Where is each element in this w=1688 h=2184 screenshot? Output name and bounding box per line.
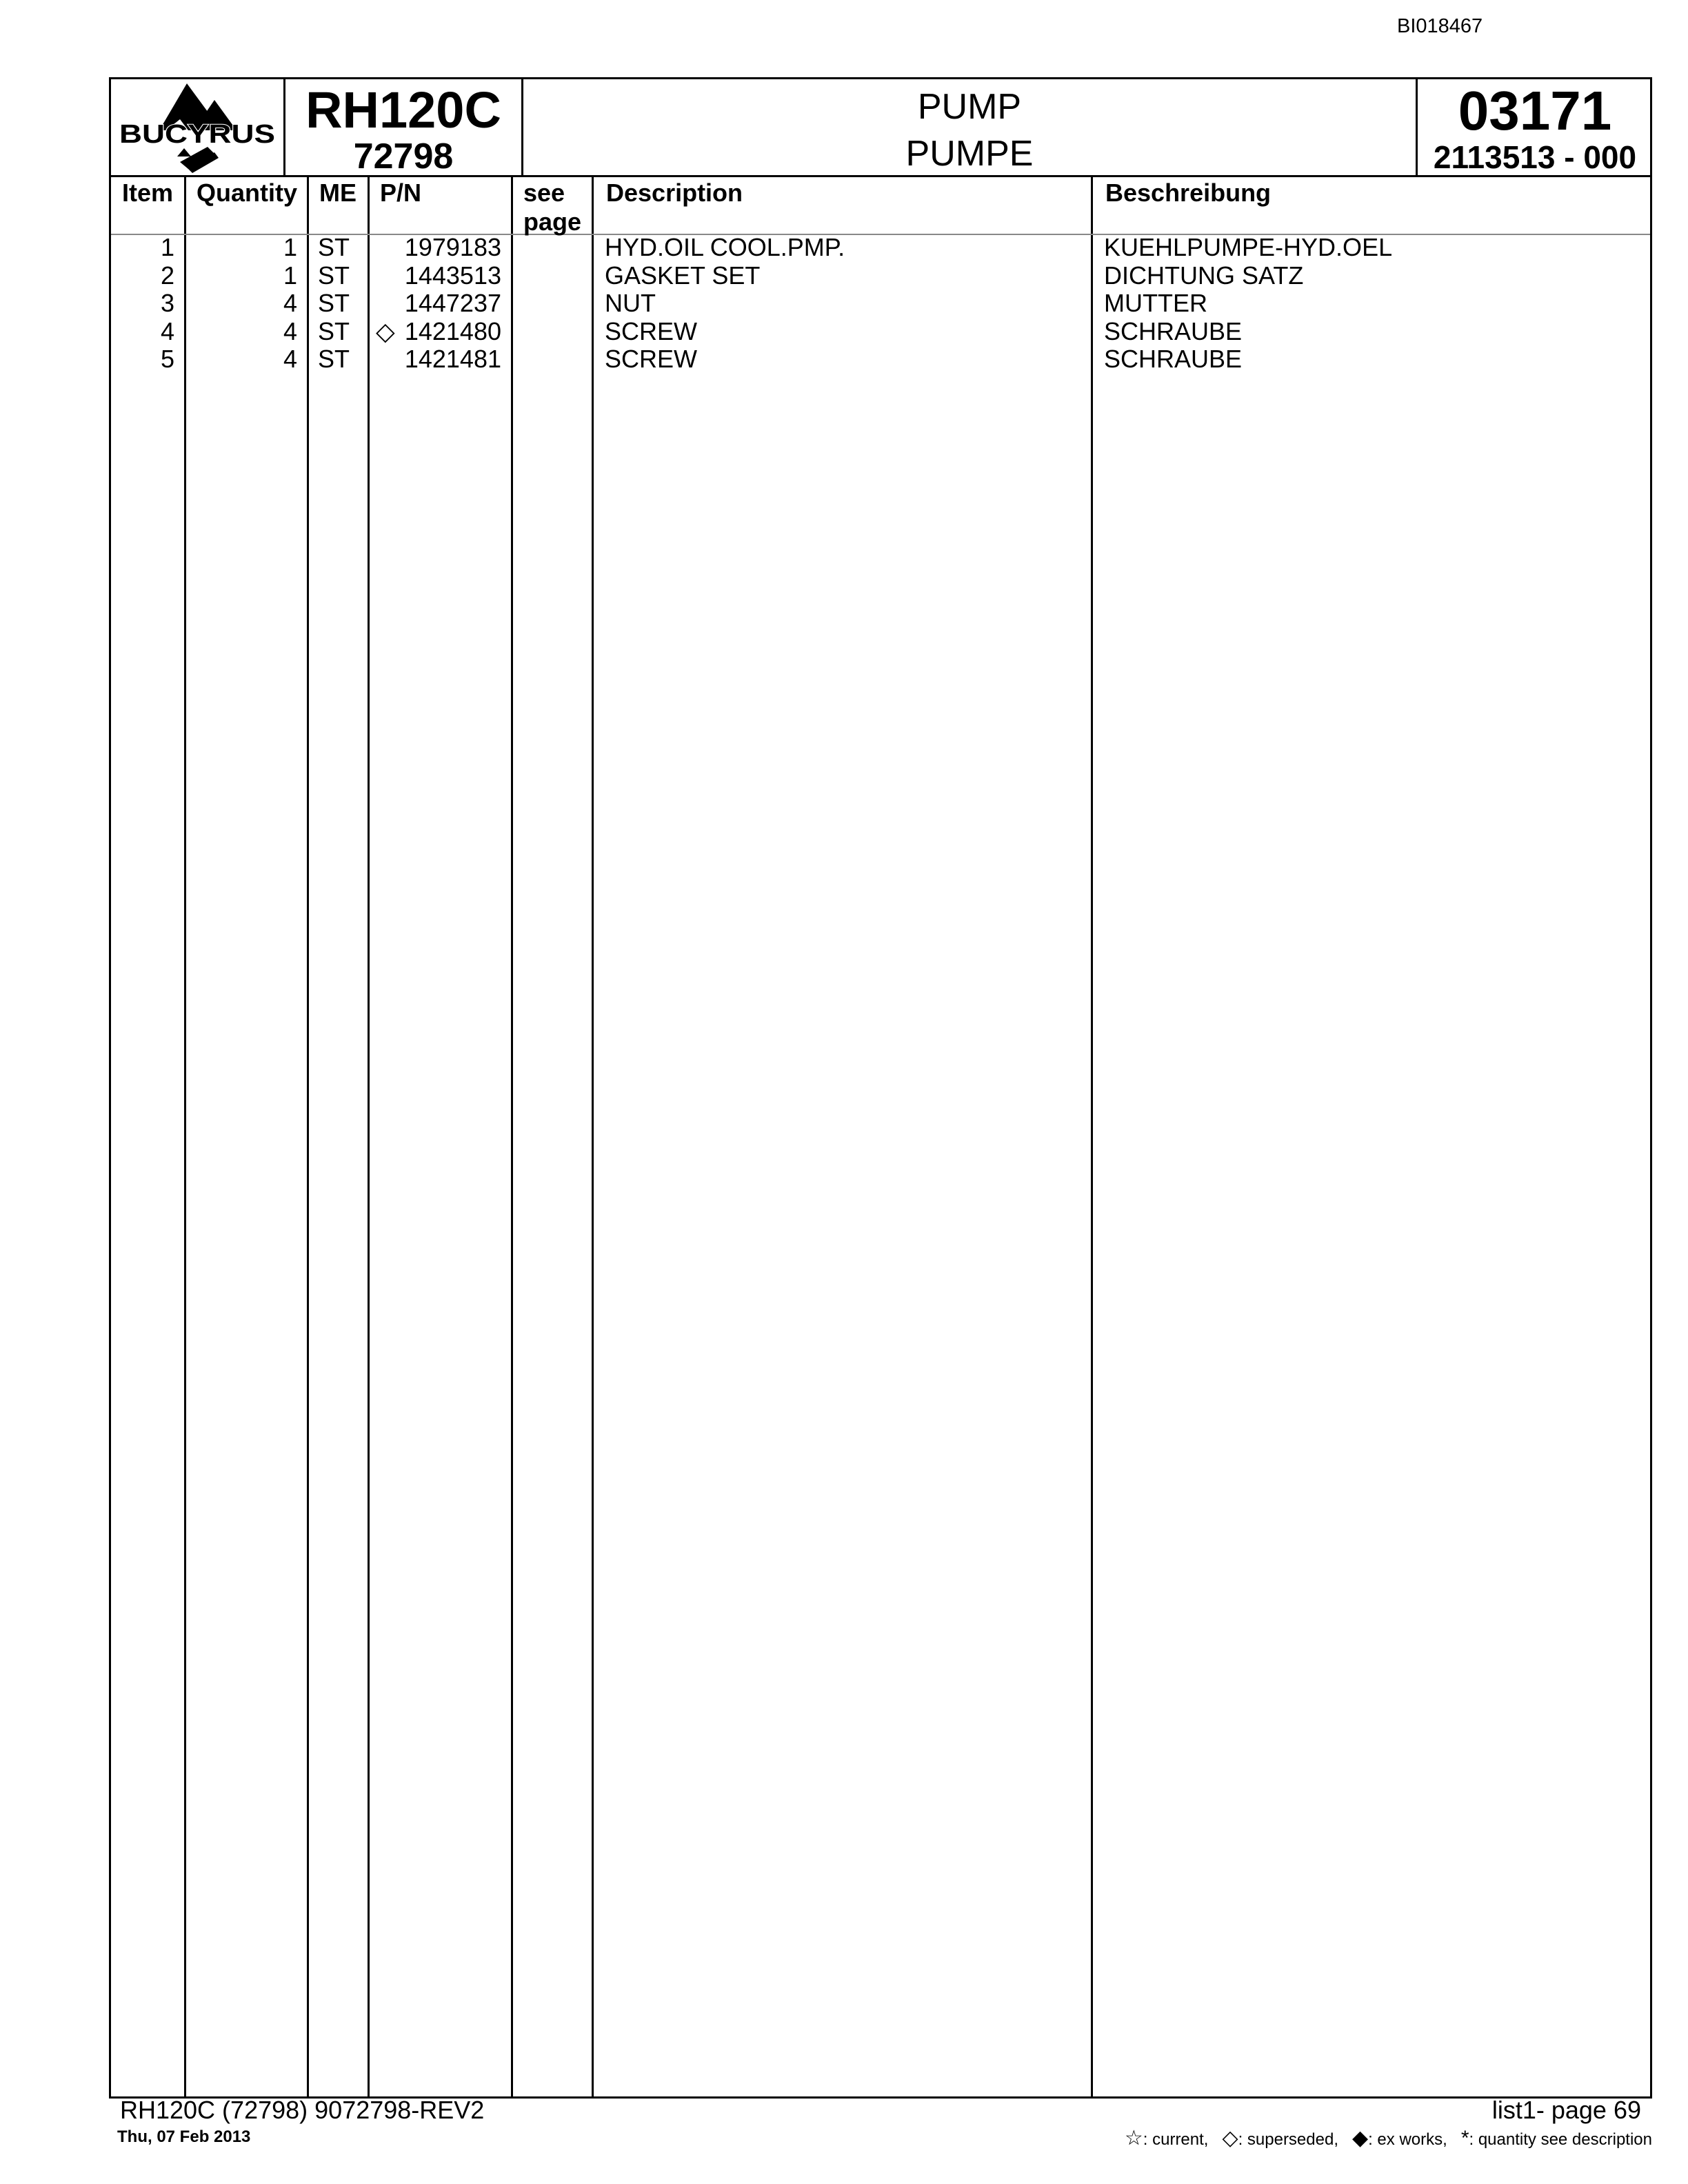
cell-description: SCREW — [605, 345, 697, 373]
cell-quantity: 1 — [283, 233, 297, 261]
cell-description: HYD.OIL COOL.PMP. — [605, 233, 845, 261]
legend-text: : superseded, — [1238, 2130, 1338, 2149]
title-german: PUMPE — [905, 134, 1034, 174]
cell-me: ST — [318, 316, 350, 345]
serial-number: 72798 — [353, 136, 454, 176]
logo-wordmark: BUCYRUS — [119, 120, 275, 149]
footer-doc-ref: RH120C (72798) 9072798-REV2 — [120, 2096, 485, 2124]
cell-pn: 1421481 — [404, 345, 501, 373]
current-icon: ☆ — [1124, 2127, 1143, 2150]
column-header-see-page — [523, 179, 581, 236]
column-header-item: Item — [122, 179, 174, 207]
drawing-number: 2113513 - 000 — [1433, 139, 1637, 175]
legend-text: : current, — [1143, 2130, 1209, 2149]
column-divider — [1091, 177, 1093, 2096]
cell-me: ST — [318, 233, 350, 261]
cell-item: 1 — [160, 233, 174, 261]
cell-quantity: 1 — [283, 261, 297, 290]
bucyrus-logo — [111, 79, 283, 176]
cell-item: 2 — [160, 261, 174, 290]
title-cell — [523, 79, 1418, 177]
cell-quantity: 4 — [283, 316, 297, 345]
column-header-beschreibung: Beschreibung — [1105, 179, 1272, 207]
parts-table — [109, 175, 1652, 2099]
cell-pn: 1421480 — [404, 316, 501, 345]
cell-beschreibung: SCHRAUBE — [1104, 345, 1243, 373]
title-english: PUMP — [917, 87, 1022, 127]
model-cell — [285, 79, 523, 177]
column-header-me: ME — [319, 179, 356, 207]
footer-page-ref: list1- page 69 — [1491, 2096, 1641, 2124]
cell-beschreibung: MUTTER — [1104, 289, 1207, 317]
cell-beschreibung: DICHTUNG SATZ — [1104, 261, 1304, 290]
cell-pn: 1443513 — [404, 261, 501, 290]
footer-date: Thu, 07 Feb 2013 — [117, 2127, 251, 2146]
cell-item: 5 — [160, 345, 174, 373]
cell-pn: 1979183 — [404, 233, 501, 261]
cell-me: ST — [318, 261, 350, 290]
cell-quantity: 4 — [283, 289, 297, 317]
logo-cell — [111, 79, 285, 177]
cell-beschreibung: SCHRAUBE — [1104, 316, 1243, 345]
column-divider — [368, 177, 370, 2096]
column-header-see: see — [523, 179, 565, 207]
group-cell — [1418, 79, 1652, 177]
cell-description: SCREW — [605, 316, 697, 345]
symbol-legend — [1076, 2126, 1652, 2150]
ex-works-icon: ◆ — [1352, 2127, 1369, 2150]
legend-text: : quantity see description — [1469, 2130, 1652, 2149]
cell-quantity: 4 — [283, 345, 297, 373]
cell-description: GASKET SET — [605, 261, 761, 290]
superseded-icon: ◇ — [376, 316, 395, 345]
asterisk-icon: * — [1460, 2127, 1469, 2150]
cell-pn: 1447237 — [404, 289, 501, 317]
column-divider — [184, 177, 186, 2096]
cell-item: 3 — [160, 289, 174, 317]
column-header-description: Description — [606, 179, 743, 207]
column-divider — [592, 177, 594, 2096]
cell-item: 4 — [160, 316, 174, 345]
header-band — [109, 77, 1652, 175]
cell-me: ST — [318, 289, 350, 317]
model-name: RH120C — [305, 81, 501, 139]
column-divider — [511, 177, 513, 2096]
document-id: BI018467 — [1397, 15, 1483, 37]
cell-me: ST — [318, 345, 350, 373]
column-header-pn: P/N — [380, 179, 422, 207]
column-divider — [307, 177, 309, 2096]
cell-description: NUT — [605, 289, 656, 317]
column-header-quantity: Quantity — [197, 179, 298, 207]
group-number: 03171 — [1458, 80, 1612, 141]
superseded-icon: ◇ — [1222, 2127, 1238, 2150]
column-header-page: page — [523, 208, 582, 236]
legend-text: : ex works, — [1368, 2130, 1447, 2149]
cell-beschreibung: KUEHLPUMPE-HYD.OEL — [1104, 233, 1393, 261]
